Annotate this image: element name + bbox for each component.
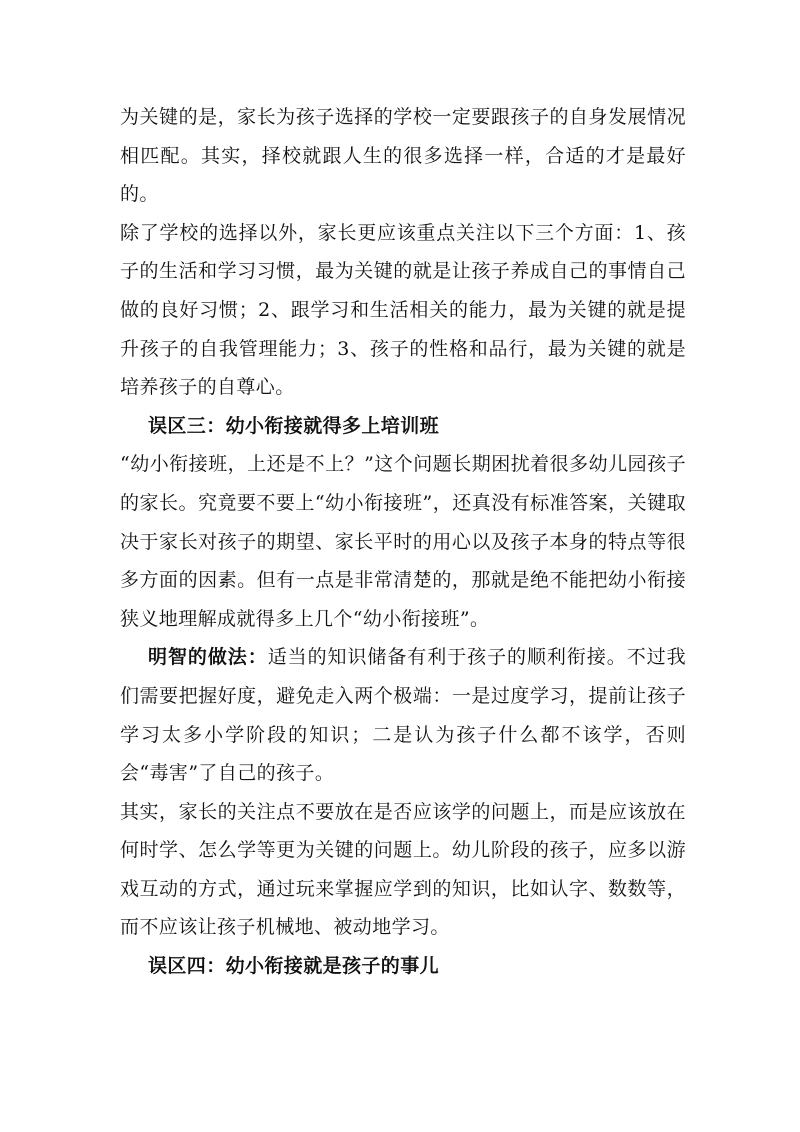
section-heading-myth-four: 误区四：幼小衔接就是孩子的事儿 bbox=[148, 955, 440, 978]
paragraph-wise-approach bbox=[120, 638, 686, 792]
paragraph-when-how-learn: 其实，家长的关注点不要放在是否应该学的问题上，而是应该放在何时学、怎么学等更为关键的问题上。幼儿阶段的孩子，应多以游戏互动的方式，通过玩来掌握应学到的知识，比如认字、数数等，而不应该让孩子机械地、被动地学习。 bbox=[120, 800, 686, 939]
paragraph-training-class: “幼小衔接班，上还是不上？”这个问题长期困扰着很多幼儿园孩子的家长。究竟要不要上“幼小衔接班”，还真没有标准答案，关键取决于家长对孩子的期望、家长平时的用心以及孩子本身的特点等很多方面的因素。但有一点是非常清楚的，那就是绝不能把幼小衔接狭义地理解成就得多上几个“幼小衔接班”。 bbox=[120, 453, 686, 630]
wise-approach-label: 明智的做法： bbox=[148, 646, 268, 669]
paragraph-three-aspects: 除了学校的选择以外，家长更应该重点关注以下三个方面：1、孩子的生活和学习习惯，最为关键的就是让孩子养成自己的事情自己做的良好习惯；2、跟学习和生活相关的能力，最为关键的就是提升孩子的自我管理能力；3、孩子的性格和品行，最为关键的就是培养孩子的自尊心。 bbox=[120, 221, 686, 399]
wise-approach-text: 适当的知识储备有利于孩子的顺利衔接。不过我们需要把握好度，避免走入两个极端：一是过度学习，提前让孩子学习太多小学阶段的知识；二是认为孩子什么都不该学，否则会“毒害”了自己的孩子。 bbox=[120, 646, 687, 785]
paragraph-school-match: 为关键的是，家长为孩子选择的学校一定要跟孩子的自身发展情况相匹配。其实，择校就跟人生的很多选择一样，合适的才是最好的。 bbox=[120, 106, 686, 206]
document-body bbox=[120, 98, 686, 986]
section-heading-myth-three: 误区三：幼小衔接就得多上培训班 bbox=[148, 414, 440, 437]
